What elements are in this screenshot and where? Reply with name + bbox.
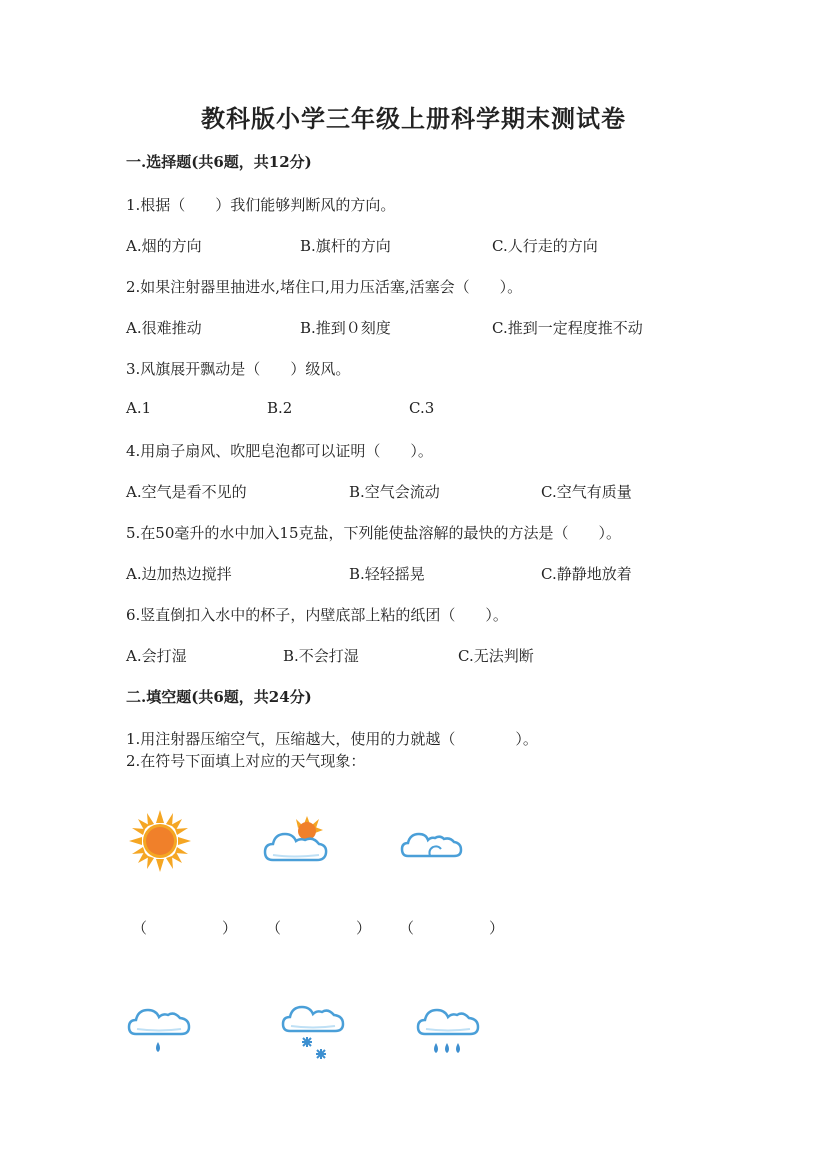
section-heading-fill-blank: 二.填空题(共6题，共24分) (126, 688, 312, 706)
sleet-icon (281, 993, 347, 1063)
question-6: 6.竖直倒扣入水中的杯子，内壁底部上粘的纸团（ ）。 (126, 606, 508, 624)
question-2: 2.如果注射器里抽进水,堵住口,用力压活塞,活塞会（ ）。 (126, 278, 523, 296)
option-a: A.空气是看不见的 (126, 483, 247, 501)
option-a: A.1 (126, 399, 152, 417)
option-c: C.静静地放着 (541, 565, 632, 583)
option-b: B.推到０刻度 (300, 319, 391, 337)
answer-blank[interactable]: （ ） (132, 919, 238, 937)
answer-blank[interactable]: （ ） (266, 919, 372, 937)
option-b: B.2 (267, 399, 293, 417)
question-3: 3.风旗展开飘动是（ ）级风。 (126, 360, 351, 378)
option-c: C.无法判断 (458, 647, 534, 665)
option-a: A.边加热边搅拌 (126, 565, 232, 583)
answer-blank[interactable]: （ ） (399, 919, 505, 937)
option-c: C.空气有质量 (541, 483, 632, 501)
fill-question-2: 2.在符号下面填上对应的天气现象： (126, 752, 366, 770)
fill-question-1: 1.用注射器压缩空气，压缩越大，使用的力就越（ ）。 (126, 730, 538, 748)
section-heading-choice: 一.选择题(共6题，共12分) (126, 153, 312, 171)
question-4: 4.用扇子扇风、吹肥皂泡都可以证明（ ）。 (126, 442, 433, 460)
sunny-icon (128, 809, 192, 873)
option-b: B.轻轻摇晃 (349, 565, 425, 583)
question-1: 1.根据（ ）我们能够判断风的方向。 (126, 196, 396, 214)
option-a: A.会打湿 (126, 647, 187, 665)
option-c: C.3 (409, 399, 435, 417)
light-rain-icon (127, 996, 193, 1060)
partly-cloudy-icon (263, 814, 329, 866)
option-a: A.烟的方向 (126, 237, 202, 255)
option-c: C.人行走的方向 (492, 237, 598, 255)
page-title: 教科版小学三年级上册科学期末测试卷 (201, 104, 626, 133)
option-b: B.旗杆的方向 (300, 237, 391, 255)
option-b: B.空气会流动 (349, 483, 440, 501)
cloudy-icon (400, 822, 464, 862)
option-a: A.很难推动 (126, 319, 202, 337)
option-c: C.推到一定程度推不动 (492, 319, 643, 337)
option-b: B.不会打湿 (283, 647, 359, 665)
question-5: 5.在50毫升的水中加入15克盐，下列能使盐溶解的最快的方法是（ ）。 (126, 524, 621, 542)
rain-icon (416, 996, 482, 1060)
